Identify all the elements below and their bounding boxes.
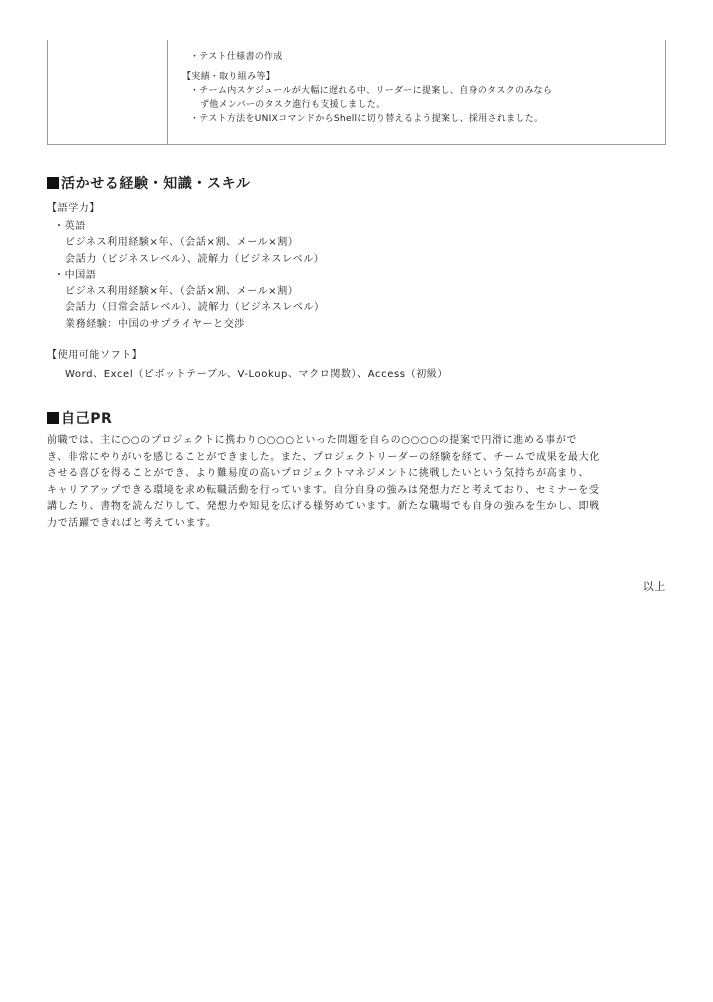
achievement-item-line: ・テスト方法をUNIXコマンドからShellに切り替えるよう提案し、採用されました。 [190, 114, 544, 124]
language-list [54, 219, 325, 333]
achievements-heading: 【実績・取り組み等】 [182, 72, 276, 82]
square-bullet-icon [47, 177, 59, 189]
square-bullet-icon [47, 412, 59, 424]
language-name: ・英語 [54, 221, 86, 232]
language-label: 【語学力】 [47, 203, 100, 214]
table-column-divider [167, 40, 168, 144]
skills-section-title: 活かせる経験・知識・スキル [47, 173, 251, 193]
language-detail: 会話力（日常会話レベル）、読解力（ビジネスレベル） [65, 302, 325, 314]
self-pr-line: 前職では、主に○○のプロジェクトに携わり○○○○といった問題を自らの○○○○の提案で円滑に進める事がで [47, 435, 578, 446]
closing-mark: 以上 [642, 580, 666, 593]
duty-item: ・テスト仕様書の作成 [190, 52, 283, 62]
self-pr-line: させる喜びを得ることができ、より難易度の高いプロジェクトマネジメントに挑戦したいという気持ちが高まり、 [47, 468, 590, 479]
software-label: 【使用可能ソフト】 [47, 350, 143, 361]
job-history-table [47, 40, 666, 145]
self-pr-line: き、非常にやりがいを感じることができました。また、プロジェクトリーダーの経験を経て、チームで成果を最大化 [47, 451, 600, 463]
language-detail: ビジネス利用経験×年、（会話×割、メール×割） [65, 286, 299, 298]
language-name: ・中国語 [54, 269, 97, 281]
self-pr-line: キャリアアップできる環境を求め転職活動を行っています。自分自身の強みは発想力だと考えており、セミナーを受 [47, 484, 600, 496]
achievement-item-line: ず他メンバーのタスク進行も支援しました。 [200, 100, 386, 110]
pr-section-title: 自己PR [47, 408, 112, 428]
achievement-item-line: ・チーム内スケジュールが大幅に遅れる中、リーダーに提案し、自身のタスクのみなら [190, 86, 553, 96]
software-list: Word、Excel（ピボットテーブル、V-Lookup、マクロ関数）、Access（初級） [65, 369, 448, 380]
self-pr-line: 講したり、書物を読んだりして、発想力や知見を広げる様努めています。新たな職場でも自身の強みを生かし、即戦 [47, 501, 600, 512]
language-detail: 業務経験：中国のサプライヤーと交渉 [65, 318, 245, 330]
job-description-cell [180, 50, 657, 126]
language-detail: 会話力（ビジネスレベル）、読解力（ビジネスレベル） [65, 253, 325, 265]
self-pr-line: 力で活躍できればと考えています。 [47, 517, 217, 529]
self-pr-text [47, 433, 663, 532]
language-detail: ビジネス利用経験×年、（会話×割、メール×割） [65, 237, 299, 249]
